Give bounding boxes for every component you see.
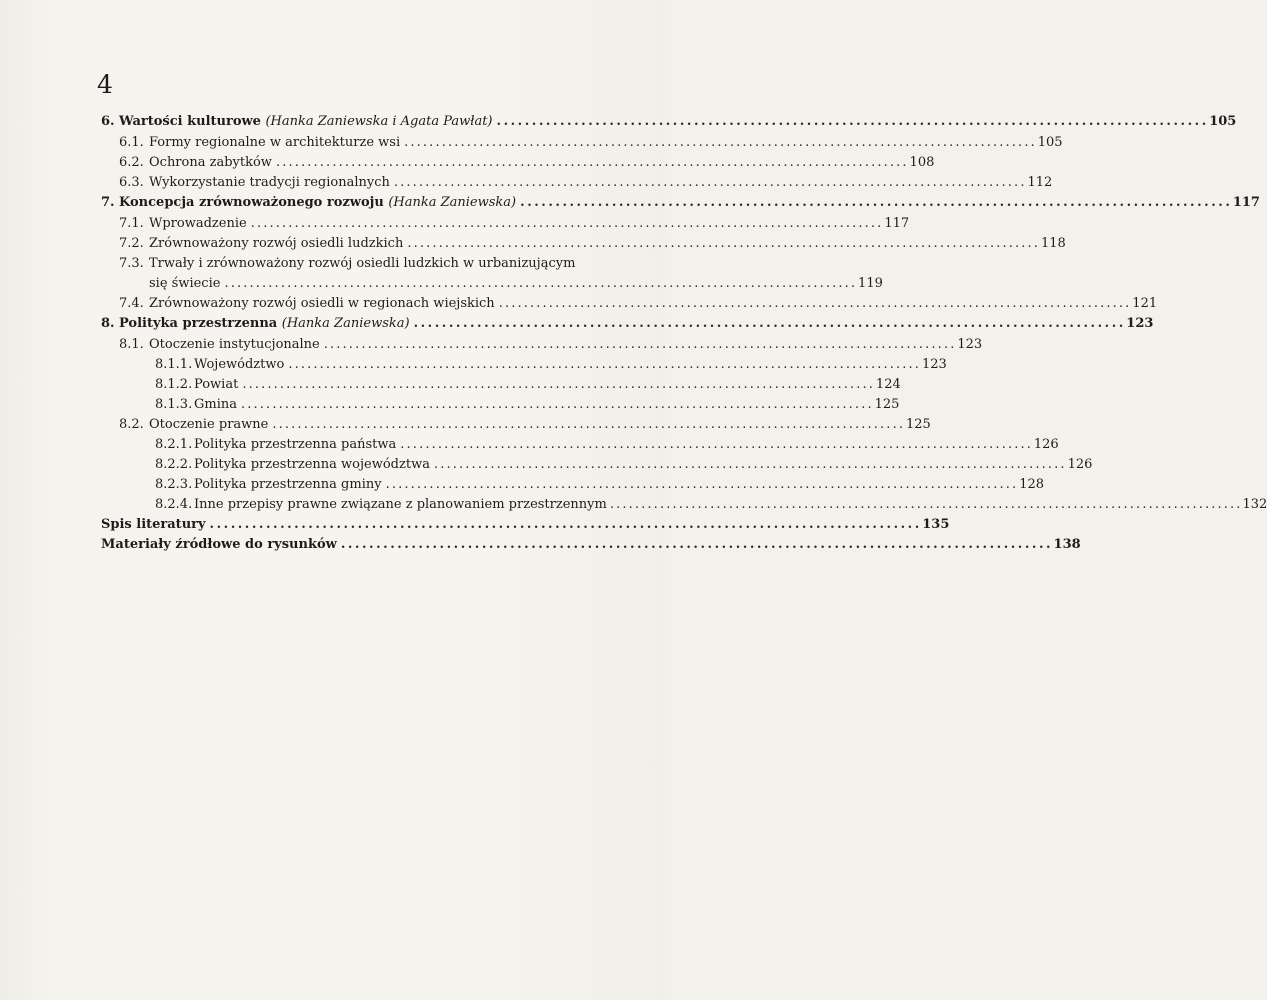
toc-entry-page: 117 xyxy=(884,216,910,231)
toc-entry-page: 132 xyxy=(1242,497,1267,512)
toc-entry-page: 126 xyxy=(1033,437,1059,452)
toc-entry-7-3-continuation[interactable] xyxy=(149,274,883,294)
dot-leader xyxy=(288,355,918,375)
toc-entry-number: 8.2. xyxy=(119,417,144,432)
toc-entry-number: 8.2.1. xyxy=(155,437,193,452)
toc-entry-page: 125 xyxy=(905,417,931,432)
toc-entry-title: Ochrona zabytków xyxy=(149,155,272,170)
toc-entry-number: 6.1. xyxy=(119,135,144,150)
toc-entry-title: Wprowadzenie xyxy=(149,216,247,231)
dot-leader xyxy=(520,193,1229,213)
toc-entry-title: Powiat xyxy=(194,377,239,392)
toc-entry-6-2[interactable] xyxy=(119,153,935,173)
toc-entry-title: Formy regionalne w architekturze wsi xyxy=(149,135,401,150)
toc-entry-page: 128 xyxy=(1019,477,1045,492)
toc-entry-title: Wartości kulturowe (Hanka Zaniewska i Agata Pawłat) xyxy=(119,114,493,129)
dot-leader xyxy=(434,455,1064,475)
toc-entry-page: 105 xyxy=(1037,135,1063,150)
toc-entry-page: 118 xyxy=(1040,236,1066,251)
toc-entry-page: 108 xyxy=(909,155,935,170)
toc-entry-6-1[interactable] xyxy=(119,133,1063,153)
dot-leader xyxy=(272,415,902,435)
toc-entry-number: 6.3. xyxy=(119,175,144,190)
toc-entry-author: (Hanka Zaniewska) xyxy=(281,316,410,331)
toc-entry-title: Gmina xyxy=(194,397,237,412)
dot-leader xyxy=(276,153,906,173)
dot-leader xyxy=(242,375,872,395)
toc-entry-title-continuation: się świecie xyxy=(149,276,221,291)
toc-entry-7-4[interactable] xyxy=(119,294,1158,314)
toc-entry-author: (Hanka Zaniewska i Agata Pawłat) xyxy=(265,114,493,129)
dot-leader xyxy=(341,535,1050,555)
toc-entry-page: 105 xyxy=(1209,114,1237,129)
toc-entry-title: Województwo xyxy=(194,357,285,372)
toc-entry-6[interactable] xyxy=(101,112,1237,132)
toc-entry-title: Polityka przestrzenna (Hanka Zaniewska) xyxy=(119,316,410,331)
toc-entry-7-1[interactable] xyxy=(119,214,910,234)
toc-entry-bibliography[interactable] xyxy=(101,515,950,535)
dot-leader xyxy=(324,335,954,355)
dot-leader xyxy=(404,133,1034,153)
toc-entry-page: 135 xyxy=(922,517,950,532)
toc-entry-page: 125 xyxy=(874,397,900,412)
toc-entry-page: 121 xyxy=(1132,296,1158,311)
dot-leader xyxy=(400,435,1030,455)
toc-entry-author: (Hanka Zaniewska) xyxy=(388,195,517,210)
toc-entry-number: 7.2. xyxy=(119,236,144,251)
toc-entry-page: 123 xyxy=(921,357,947,372)
toc-entry-title: Inne przepisy prawne związane z planowaniem przestrzennym xyxy=(194,497,607,512)
toc-entry-title: Zrównoważony rozwój osiedli ludzkich xyxy=(149,236,404,251)
toc-entry-7[interactable] xyxy=(101,193,1260,213)
toc-entry-page: 123 xyxy=(957,337,983,352)
toc-entry-title: Otoczenie prawne xyxy=(149,417,269,432)
toc-entry-7-3[interactable] xyxy=(119,254,575,274)
toc-entry-8-2-2[interactable] xyxy=(155,455,1093,475)
dot-leader xyxy=(394,173,1024,193)
toc-entry-number: 8.2.4. xyxy=(155,497,193,512)
toc-entry-figure-sources[interactable] xyxy=(101,535,1081,555)
dot-leader xyxy=(497,112,1206,132)
toc-entry-number: 8. xyxy=(101,316,115,331)
dot-leader xyxy=(241,395,871,415)
toc-entry-title: Spis literatury xyxy=(101,517,206,532)
toc-entry-7-2[interactable] xyxy=(119,234,1066,254)
dot-leader xyxy=(386,475,1016,495)
toc-entry-title: Zrównoważony rozwój osiedli w regionach wiejskich xyxy=(149,296,495,311)
dot-leader xyxy=(414,314,1123,334)
toc-entry-title: Otoczenie instytucjonalne xyxy=(149,337,320,352)
toc-entry-title: Koncepcja zrównoważonego rozwoju (Hanka Zaniewska) xyxy=(119,195,517,210)
toc-entry-title: Trwały i zrównoważony rozwój osiedli ludzkich w urbanizującym xyxy=(149,256,576,271)
toc-entry-number: 8.1. xyxy=(119,337,144,352)
toc-entry-8-2[interactable] xyxy=(119,415,931,435)
toc-entry-number: 6.2. xyxy=(119,155,144,170)
toc-entry-number: 8.1.2. xyxy=(155,377,193,392)
toc-entry-page: 138 xyxy=(1053,537,1081,552)
toc-entry-8-1-2[interactable] xyxy=(155,375,901,395)
toc-entry-number: 8.1.3. xyxy=(155,397,193,412)
toc-entry-number: 7.4. xyxy=(119,296,144,311)
toc-entry-number: 6. xyxy=(101,114,115,129)
dot-leader xyxy=(251,214,881,234)
toc-entry-page: 123 xyxy=(1126,316,1154,331)
toc-entry-number: 8.2.3. xyxy=(155,477,193,492)
toc-entry-page: 119 xyxy=(858,276,883,291)
toc-entry-page: 117 xyxy=(1232,195,1260,210)
toc-entry-number: 7. xyxy=(101,195,115,210)
dot-leader xyxy=(610,495,1240,515)
dot-leader xyxy=(210,515,919,535)
toc-entry-title: Wykorzystanie tradycji regionalnych xyxy=(149,175,390,190)
toc-entry-number: 7.1. xyxy=(119,216,144,231)
dot-leader xyxy=(224,274,854,294)
dot-leader xyxy=(499,294,1129,314)
toc-entry-8-2-1[interactable] xyxy=(155,435,1059,455)
toc-entry-8[interactable] xyxy=(101,314,1154,334)
toc-entry-8-2-3[interactable] xyxy=(155,475,1045,495)
dot-leader xyxy=(407,234,1037,254)
toc-entry-page: 112 xyxy=(1027,175,1053,190)
toc-entry-title: Polityka przestrzenna województwa xyxy=(194,457,430,472)
toc-entry-title: Polityka przestrzenna państwa xyxy=(194,437,397,452)
toc-entry-number: 8.2.2. xyxy=(155,457,193,472)
toc-entry-page: 124 xyxy=(875,377,901,392)
toc-entry-6-3[interactable] xyxy=(119,173,1053,193)
toc-entry-page: 126 xyxy=(1067,457,1093,472)
toc-entry-8-2-4[interactable] xyxy=(155,495,1267,515)
toc-entry-8-1-3[interactable] xyxy=(155,395,900,415)
toc-entry-8-1[interactable] xyxy=(119,335,983,355)
toc-entry-number: 8.1.1. xyxy=(155,357,193,372)
page-number: 4 xyxy=(97,70,113,99)
toc-entry-8-1-1[interactable] xyxy=(155,355,947,375)
toc-entry-title: Materiały źródłowe do rysunków xyxy=(101,537,337,552)
toc-entry-title: Polityka przestrzenna gminy xyxy=(194,477,382,492)
toc-entry-number: 7.3. xyxy=(119,256,144,271)
